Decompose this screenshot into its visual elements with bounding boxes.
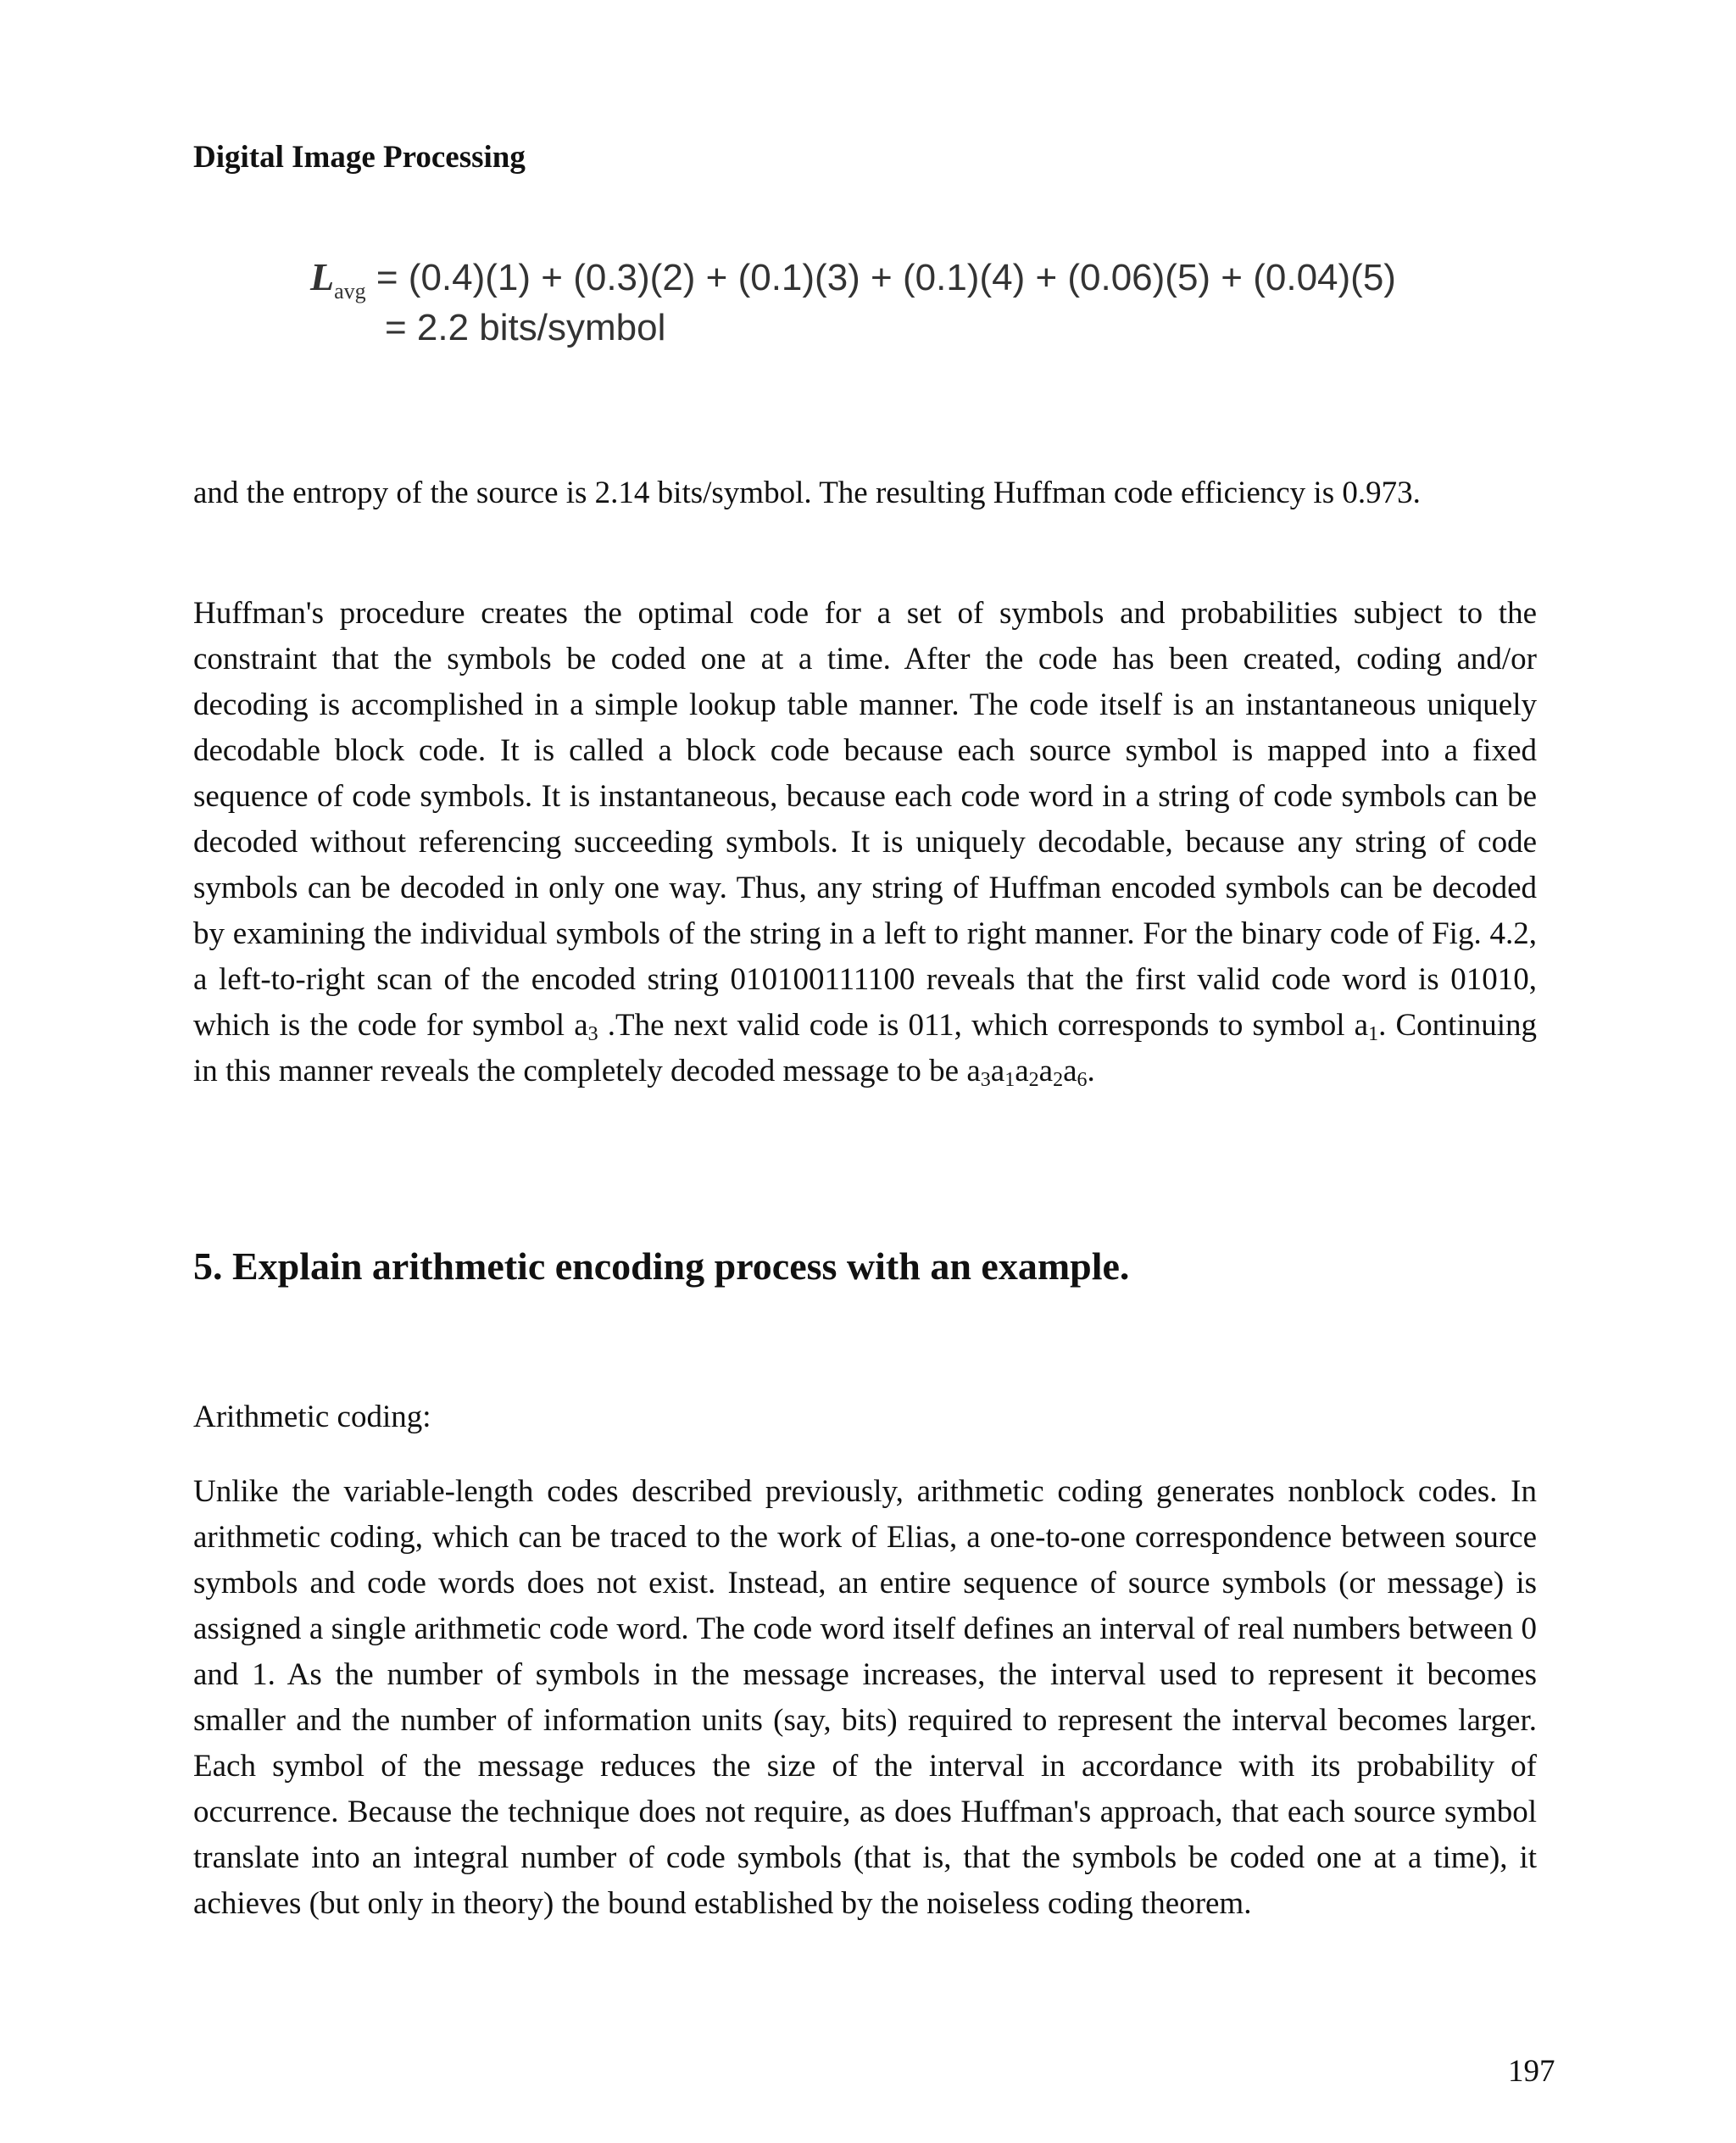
equation-line-2: = 2.2 bits/symbol (385, 307, 666, 348)
huffman-paragraph-text: Huffman's procedure creates the optimal code for a set of symbols and probabilities subject to the constraint that the symbols be coded one at a time. After the code has been created, coding and/or decoding is accomplished in a simple lookup table manner. The code itself is an instantaneous uniquely decodable block code. It is called a block code because each source symbol is mapped into a fixed sequence of code symbols. It is instantaneous, because each code word in a string of code symbols can be decoded without referencing succeeding symbols. It is uniquely decodable, because any string of code symbols can be decoded in only one way. Thus, any string of Huffman encoded symbols can be decoded by examining the individual symbols of the string in a left to right manner. For the binary code of Fig. 4.2, a left-to-right scan of the encoded string 010100111100 reveals that the first valid code word is 01010, which is the code for symbol (193, 596, 1537, 1043)
question-heading: 5. Explain arithmetic encoding process with an example. (193, 1244, 1130, 1288)
huffman-paragraph-mid: .The next valid code is 011, which corresponds to symbol (598, 1008, 1355, 1043)
arithmetic-coding-subheading: Arithmetic coding: (193, 1400, 431, 1434)
entropy-paragraph: and the entropy of the source is 2.14 bits/symbol. The resulting Huffman code efficiency is 0.973. (193, 476, 1421, 510)
equation-line-1 (310, 254, 1480, 307)
equation-rhs-terms: = (0.4)(1) + (0.3)(2) + (0.1)(3) + (0.1)(4) + (0.06)(5) + (0.04)(5) (365, 257, 1396, 298)
running-header: Digital Image Processing (193, 140, 526, 175)
decoded-message: $a_3a_1a_2a_2a_6$ (966, 1054, 1088, 1091)
page-number: 197 (1508, 2054, 1555, 2089)
arithmetic-coding-paragraph: Unlike the variable-length codes described previously, arithmetic coding generates nonblock codes. In arithmetic coding, which can be traced to the work of Elias, a one-to-one correspondence between source symbols and code words does not exist. Instead, an entire sequence of source symbols (or message) is assigned a single arithmetic code word. The code word itself defines an interval of real numbers between 0 and 1. As the number of symbols in the message increases, the interval used to represent it becomes smaller and the number of information units (say, bits) required to represent the interval becomes larger. Each symbol of the message reduces the size of the interval in accordance with its probability of occurrence. Because the technique does not require, as does Huffman's approach, that each source symbol translate into an integral number of code symbols (that is, that the symbols be coded one at a time), it achieves (but only in theory) the bound established by the noiseless coding theorem. (193, 1474, 1537, 1921)
symbol-a3: $a_3$ (574, 1008, 598, 1045)
equation-subscript-avg: avg (334, 279, 366, 303)
equation-symbol-l: L (310, 255, 335, 298)
huffman-procedure-paragraph: Huffman's procedure creates the optimal code for a set of symbols and probabilities subject to the constraint that the symbols be coded one at a time. After the code has been created, coding and/or decoding is accomplished in a simple lookup table manner. The code itself is an instantaneous uniquely decodable block code. It is called a block code because each source symbol is mapped into a fixed sequence of code symbols. It is instantaneous, because each code word in a string of code symbols can be decoded without referencing succeeding symbols. It is uniquely decodable, because any string of code symbols can be decoded in only one way. Thus, any string of Huffman encoded symbols can be decoded by examining the individual symbols of the string in a left to right manner. For the binary code of Fig. 4.2, a left-to-right scan of the encoded string 010100111100 reveals that the first valid code word is 01010, which is the code for symbol $a_3$ .The next valid code is 011, which corresponds to symbol $a_1$. Continuing in this manner reveals the completely decoded message to be $a_3a_1a_2a_2a_6$. (193, 596, 1538, 1091)
average-length-equation (310, 254, 1480, 359)
huffman-paragraph-tail: . Continuing in this manner reveals the completely decoded message to be (193, 1008, 1538, 1088)
symbol-a1: $a_1$ (1354, 1008, 1379, 1045)
